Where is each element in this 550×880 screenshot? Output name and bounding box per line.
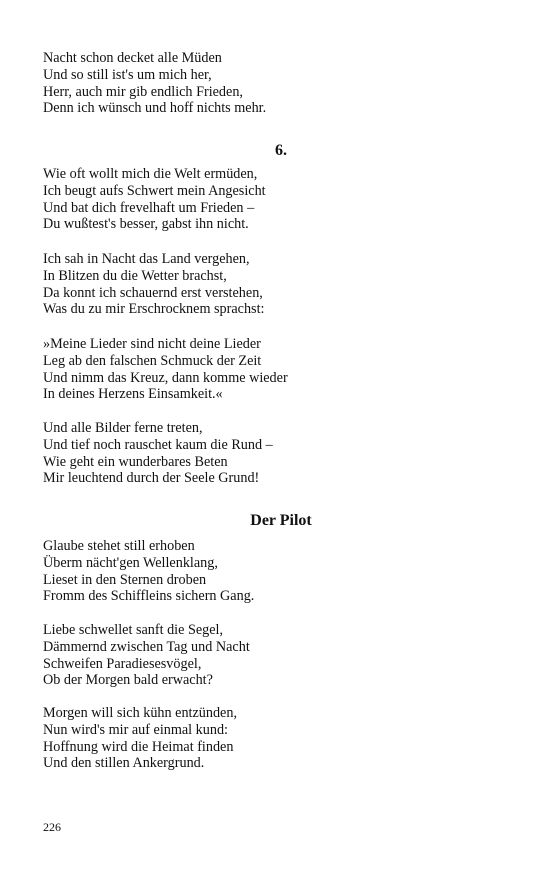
verse-line: Mir leuchtend durch der Seele Grund! — [43, 470, 260, 487]
verse-line: Liebe schwellet sanft die Segel, — [43, 622, 224, 638]
poem-title-heading: Der Pilot — [250, 512, 312, 529]
verse-line: Dämmernd zwischen Tag und Nacht — [43, 638, 250, 655]
stanza — [43, 622, 250, 689]
stanza — [43, 166, 266, 233]
verse-line: In deines Herzens Einsamkeit.« — [43, 386, 223, 403]
verse-line: In Blitzen du die Wetter brachst, — [43, 267, 227, 284]
verse-line: Schweifen Paradiesesvögel, — [43, 655, 202, 672]
verse-line: Wie geht ein wunderbares Beten — [43, 453, 228, 470]
verse-line: Und bat dich frevelhaft um Frieden – — [43, 199, 255, 216]
verse-line: »Meine Lieder sind nicht deine Lieder — [43, 336, 261, 352]
verse-line: Ich sah in Nacht das Land vergehen, — [43, 251, 250, 267]
verse-line: Überm nächt'gen Wellenklang, — [43, 554, 218, 571]
verse-line: Und tief noch rauschet kaum die Rund – — [43, 436, 273, 453]
poem-number-heading: 6. — [275, 142, 287, 159]
stanza — [43, 50, 266, 117]
stanza — [43, 705, 237, 772]
verse-line: Was du zu mir Erschrocknem sprachst: — [43, 301, 265, 318]
verse-line: Nacht schon decket alle Müden — [43, 50, 222, 66]
verse-line: Ob der Morgen bald erwacht? — [43, 672, 213, 689]
verse-line: Und alle Bilder ferne treten, — [43, 420, 203, 436]
stanza — [43, 251, 264, 318]
verse-line: Glaube stehet still erhoben — [43, 538, 195, 554]
verse-line: Denn ich wünsch und hoff nichts mehr. — [43, 100, 267, 117]
verse-line: Morgen will sich kühn entzünden, — [43, 705, 237, 721]
verse-line: Nun wird's mir auf einmal kund: — [43, 721, 228, 738]
verse-line: Leg ab den falschen Schmuck der Zeit — [43, 352, 262, 369]
verse-line: Fromm des Schiffleins sichern Gang. — [43, 588, 255, 605]
page-number: 226 — [43, 820, 61, 834]
verse-line: Da konnt ich schauernd erst verstehen, — [43, 284, 263, 301]
verse-line: Ich beugt aufs Schwert mein Angesicht — [43, 182, 266, 199]
verse-line: Du wußtest's besser, gabst ihn nicht. — [43, 216, 249, 233]
verse-line: Wie oft wollt mich die Welt ermüden, — [43, 166, 258, 182]
stanza — [43, 420, 273, 487]
verse-line: Herr, auch mir gib endlich Frieden, — [43, 83, 243, 100]
stanza — [43, 336, 288, 403]
verse-line: Und so still ist's um mich her, — [43, 66, 212, 83]
stanza — [43, 538, 254, 605]
verse-line: Und den stillen Ankergrund. — [43, 755, 205, 772]
verse-line: Lieset in den Sternen droben — [43, 571, 207, 588]
verse-line: Und nimm das Kreuz, dann komme wieder — [43, 369, 288, 386]
verse-line: Hoffnung wird die Heimat finden — [43, 738, 234, 755]
